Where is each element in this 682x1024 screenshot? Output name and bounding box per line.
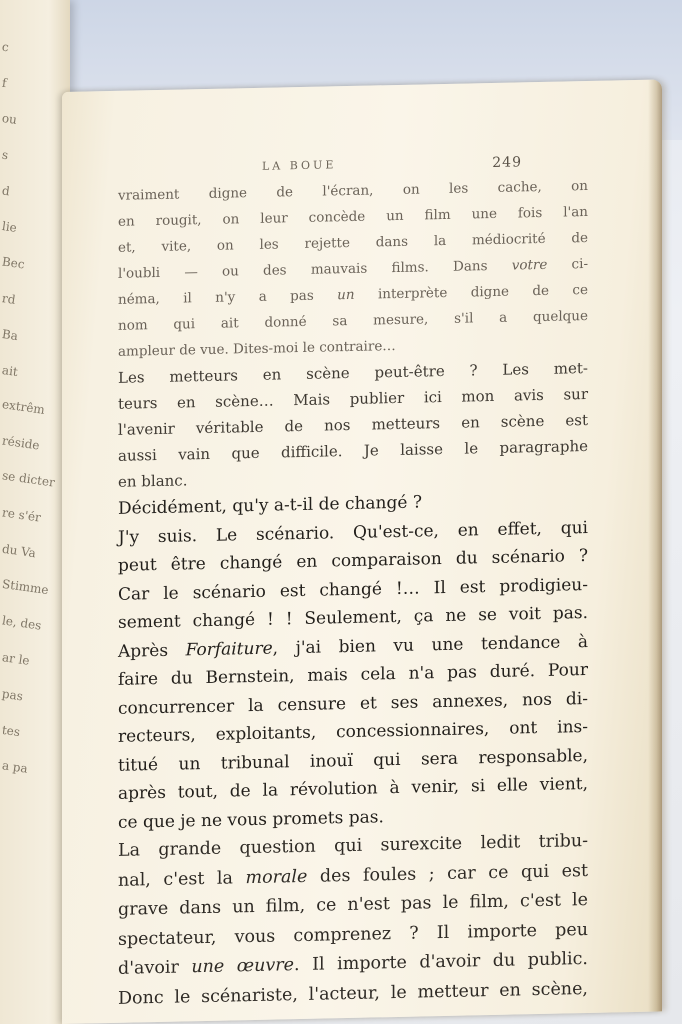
- text-segment: Les metteurs en scène peut-être ? Les met-: [118, 358, 588, 387]
- italic-word: morale: [245, 866, 308, 888]
- text-segment: Décidément, qu'y a-t-il de changé ?: [118, 492, 422, 519]
- text-segment: l'oubli — ou des mauvais films. Dans: [118, 257, 512, 282]
- facing-page-fragment: tes: [1, 722, 21, 740]
- facing-page-fragment: ou: [1, 111, 18, 127]
- facing-page-fragment: du Va: [1, 541, 37, 561]
- running-head: [262, 154, 522, 175]
- italic-word: votre: [511, 256, 548, 274]
- text-segment: spectateur, vous comprenez ? Il importe peu: [118, 919, 588, 950]
- text-segment: peut être changé en comparaison du scénario ?: [118, 545, 588, 576]
- facing-page-fragment: f: [1, 75, 8, 91]
- facing-page-fragment: ar le: [1, 650, 31, 668]
- facing-page-fragment: Bec: [1, 254, 26, 272]
- text-segment: néma, il n'y a pas: [118, 287, 338, 308]
- page-edge: [648, 79, 662, 1011]
- italic-word: une œuvre: [191, 955, 294, 978]
- text-segment: des foules ; car ce qui est: [307, 860, 588, 887]
- facing-page-fragment: c: [1, 39, 10, 55]
- facing-page-fragment: se dicter: [1, 468, 56, 490]
- facing-page-fragment: re s'ér: [1, 505, 42, 525]
- text-segment: teurs en scène… Mais publier ici mon avis sur: [118, 384, 588, 413]
- text-segment: ce que je ne vous promets pas.: [118, 806, 384, 833]
- facing-page-fragment: pas: [1, 686, 24, 704]
- facing-page: [0, 0, 70, 1024]
- facing-page-fragment: Ba: [1, 326, 19, 344]
- text-segment: d'avoir: [118, 957, 192, 979]
- facing-page-fragment: extrêm: [1, 397, 46, 417]
- facing-page-fragment: rd: [1, 291, 17, 307]
- facing-page-fragment: le, des: [1, 613, 43, 633]
- facing-page-fragment: ait: [1, 362, 19, 380]
- text-segment: ci-: [547, 255, 589, 273]
- text-segment: recteurs, exploitants, concessionnaires, ont ins-: [118, 716, 588, 747]
- text-segment: , j'ai bien vu une tendance à: [272, 631, 588, 659]
- text-segment: faire du Bernstein, mais cela n'a pas duré. Pour: [118, 659, 588, 690]
- text-segment: J'y suis. Le scénario. Qu'est-ce, en effet, qui: [118, 517, 588, 548]
- text-segment: sement changé ! ! Seulement, ça ne se voit pas.: [118, 602, 588, 633]
- italic-word: Forfaiture: [185, 638, 273, 660]
- text-segment: Car le scénario est changé !… Il est prodigieu-: [118, 574, 588, 605]
- facing-page-fragment: s: [1, 147, 10, 163]
- text-segment: aussi vain que difficile. Je laisse le paragraphe: [118, 436, 588, 465]
- text-segment: ampleur de vue. Dites-moi le contraire…: [118, 338, 396, 360]
- text-segment: . Il importe d'avoir du public.: [294, 948, 588, 976]
- text-segment: nal, c'est la: [118, 867, 246, 891]
- text-segment: en blanc.: [118, 471, 188, 491]
- text-segment: après tout, de la révolution à venir, si elle vient,: [118, 773, 588, 804]
- text-segment: en rougit, on leur concède un film une fois l'an: [118, 203, 588, 230]
- text-segment: l'avenir véritable de nos metteurs en scène est: [118, 410, 588, 439]
- page-number: 249: [492, 154, 522, 171]
- text-segment: Donc le scénariste, l'acteur, le metteur en scène,: [118, 978, 588, 1009]
- facing-page-fragment: a pa: [1, 758, 29, 776]
- facing-page-fragment: lie: [1, 219, 18, 235]
- text-segment: nom qui ait donné sa mesure, s'il a quelque: [118, 307, 588, 334]
- text-segment: Après: [118, 639, 186, 662]
- facing-page-fragment: d: [1, 183, 11, 199]
- book-page: [62, 79, 662, 1024]
- running-head-title: LA BOUE: [262, 158, 337, 173]
- text-segment: titué un tribunal inouï qui sera responsable,: [118, 745, 588, 776]
- italic-word: un: [337, 286, 355, 304]
- text-segment: concurrencer la censure et ses annexes, nos di-: [118, 688, 588, 719]
- text-segment: La grande question qui surexcite ledit tribu-: [118, 830, 588, 861]
- text-segment: vraiment digne de l'écran, on les cache, on: [118, 177, 588, 204]
- facing-page-fragment: Stimme: [1, 576, 50, 598]
- text-segment: interprète digne de ce: [354, 281, 588, 303]
- body-text: [118, 173, 588, 1014]
- text-segment: et, vite, on les rejette dans la médiocrité de: [118, 229, 588, 256]
- facing-page-fragment: réside: [1, 433, 41, 453]
- text-segment: grave dans un film, ce n'est pas le film, c'est le: [118, 889, 588, 920]
